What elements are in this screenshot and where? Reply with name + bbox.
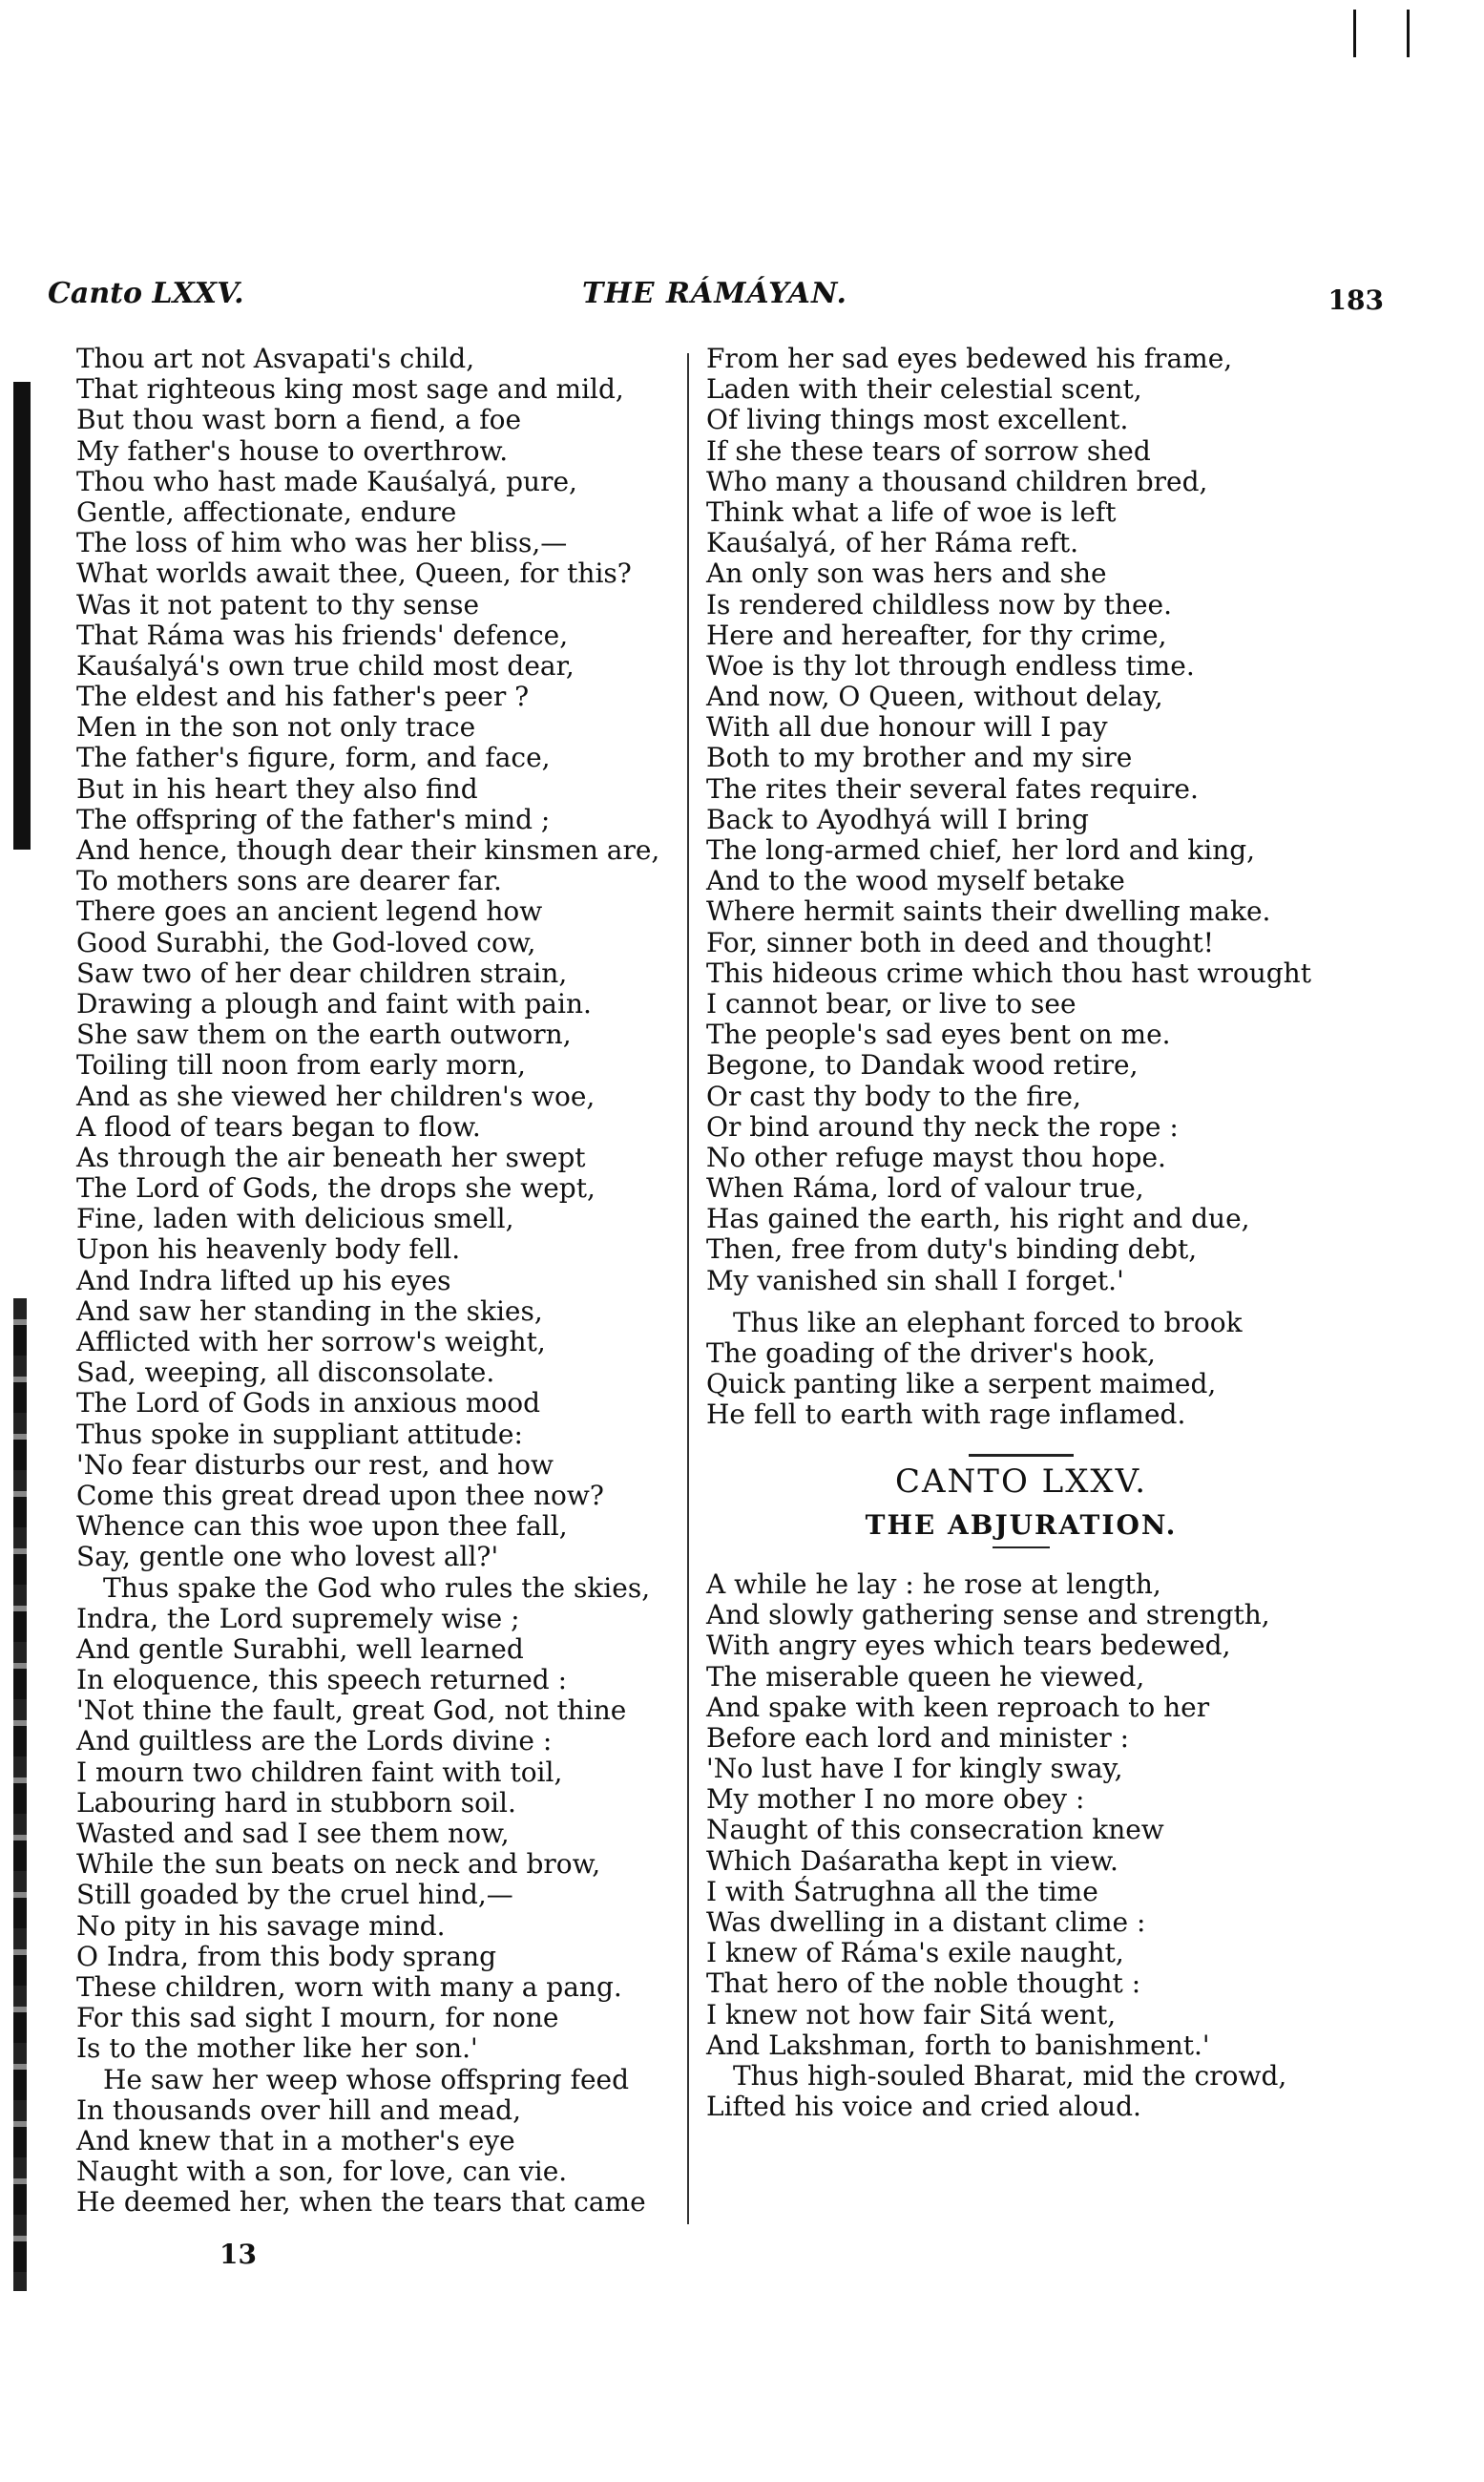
verse-line: I mourn two children faint with toil,: [76, 1756, 563, 1788]
verse-line: Men in the son not only trace: [76, 711, 476, 744]
verse-line: And Indra lifted up his eyes: [76, 1264, 451, 1296]
verse-line: Drawing a plough and faint with pain.: [76, 987, 592, 1020]
verse-line: I with Śatrughna all the time: [706, 1875, 1098, 1907]
verse-line: Before each lord and minister :: [706, 1721, 1130, 1754]
verse-line: The goading of the driver's hook,: [706, 1337, 1156, 1369]
verse-line: Was it not patent to thy sense: [76, 588, 480, 620]
verse-line: Woe is thy lot through endless time.: [706, 649, 1195, 682]
verse-line: He fell to earth with rage inflamed.: [706, 1399, 1186, 1431]
verse-line: Say, gentle one who lovest all?': [76, 1541, 499, 1573]
verse-line: Thus spake the God who rules the skies,: [103, 1571, 651, 1604]
verse-line: Has gained the earth, his right and due,: [706, 1203, 1250, 1235]
verse-line: Naught of this consecration knew: [706, 1814, 1164, 1846]
verse-line: Back to Ayodhyá will I bring: [706, 803, 1089, 835]
verse-line: O Indra, from this body sprang: [76, 1940, 497, 1972]
verse-line: Quick panting like a serpent maimed,: [706, 1368, 1217, 1400]
verse-line: Of living things most excellent.: [706, 404, 1129, 436]
verse-line: Sad, weeping, all disconsolate.: [76, 1357, 495, 1389]
verse-line: Gentle, affectionate, endure: [76, 495, 457, 528]
verse-line: Wasted and sad I see them now,: [76, 1818, 510, 1849]
verse-line: When Ráma, lord of valour true,: [706, 1172, 1144, 1205]
verse-line: Fine, laden with delicious smell,: [76, 1203, 514, 1235]
verse-line: But in his heart they also find: [76, 772, 478, 805]
verse-line: The loss of him who was her bliss,—: [76, 527, 568, 559]
verse-line: And to the wood myself betake: [706, 865, 1125, 897]
verse-line: Who many a thousand children bred,: [706, 465, 1208, 497]
verse-line: For, sinner both in deed and thought!: [706, 926, 1215, 958]
verse-line: As through the air beneath her swept: [76, 1141, 586, 1173]
verse-line: From her sad eyes bedewed his frame,: [706, 343, 1233, 374]
page-number: 183: [1327, 284, 1384, 316]
verse-line: In eloquence, this speech returned :: [76, 1664, 568, 1696]
verse-line: Laden with their celestial scent,: [706, 373, 1142, 406]
canto-heading: CANTO LXXV.: [894, 1462, 1148, 1501]
section-rule: [993, 1546, 1050, 1548]
verse-line: The father's figure, form, and face,: [76, 742, 551, 774]
binding-edge: [13, 382, 31, 850]
verse-line: Both to my brother and my sire: [706, 742, 1133, 774]
verse-line: A while he lay : he rose at length,: [706, 1567, 1161, 1600]
verse-line: To mothers sons are dearer far.: [76, 865, 502, 897]
verse-line: The Lord of Gods, the drops she wept,: [76, 1172, 596, 1205]
verse-line: Indra, the Lord supremely wise ;: [76, 1602, 520, 1634]
verse-line: My father's house to overthrow.: [76, 434, 509, 467]
binding-edge: [13, 1298, 27, 2291]
verse-line: Begone, to Dandak wood retire,: [706, 1049, 1139, 1082]
verse-line: Thou who hast made Kauśalyá, pure,: [76, 465, 577, 497]
verse-line: 'No lust have I for kingly sway,: [706, 1753, 1123, 1785]
verse-line: And now, O Queen, without delay,: [706, 681, 1163, 713]
verse-line: And gentle Surabhi, well learned: [76, 1632, 524, 1665]
verse-line: And knew that in a mother's eye: [76, 2124, 515, 2156]
verse-line: I knew not how fair Sitá went,: [706, 1998, 1117, 2030]
running-header: [48, 277, 1384, 315]
verse-line: Upon his heavenly body fell.: [76, 1233, 461, 1266]
verse-line: The rites their several fates require.: [706, 772, 1199, 805]
verse-line: He deemed her, when the tears that came: [76, 2186, 646, 2219]
left-column: [76, 344, 668, 2218]
verse-line: And spake with keen reproach to her: [706, 1691, 1210, 1723]
verse-line: With all due honour will I pay: [706, 711, 1108, 744]
verse-line: But thou wast born a fiend, a foe: [76, 404, 522, 436]
verse-line: The Lord of Gods in anxious mood: [76, 1387, 541, 1420]
verse-line: Where hermit saints their dwelling make.: [706, 895, 1271, 928]
verse-line: The offspring of the father's mind ;: [76, 803, 551, 835]
verse-line: This hideous crime which thou hast wrought: [706, 957, 1311, 989]
verse-line: Good Surabhi, the God-loved cow,: [76, 926, 536, 958]
verse-line: Kauśalyá's own true child most dear,: [76, 649, 575, 682]
verse-line: Or cast thy body to the fire,: [706, 1080, 1081, 1112]
verse-line: For this sad sight I mourn, for none: [76, 2002, 559, 2034]
verse-line: And guiltless are the Lords divine :: [76, 1725, 553, 1757]
scan-mark: [1407, 10, 1410, 57]
verse-line: In thousands over hill and mead,: [76, 2093, 521, 2126]
verse-line: And saw her standing in the skies,: [76, 1294, 543, 1327]
verse-line: With angry eyes which tears bedewed,: [706, 1630, 1231, 1662]
verse-line: Labouring hard in stubborn soil.: [76, 1786, 516, 1819]
verse-line: The long-armed chief, her lord and king,: [706, 834, 1256, 866]
verse-line: Kauśalyá, of her Ráma reft.: [706, 527, 1079, 559]
verse-line: And as she viewed her children's woe,: [76, 1080, 596, 1112]
verse-line: Saw two of her dear children strain,: [76, 957, 568, 989]
verse-block: [706, 1569, 1336, 2061]
verse-line: Which Daśaratha kept in view.: [706, 1844, 1118, 1877]
verse-line: Is to the mother like her son.': [76, 2032, 478, 2065]
verse-line: That righteous king most sage and mild,: [76, 373, 624, 406]
verse-line: Thus spoke in suppliant attitude:: [76, 1418, 523, 1450]
verse-line: There goes an ancient legend how: [76, 895, 543, 928]
verse-line: Still goaded by the cruel hind,—: [76, 1879, 513, 1911]
verse-line: While the sun beats on neck and brow,: [76, 1848, 601, 1881]
verse-line: That Ráma was his friends' defence,: [76, 619, 569, 651]
scan-mark: [1353, 10, 1356, 57]
right-column: [706, 344, 1336, 2122]
verse-line: The people's sad eyes bent on me.: [706, 1019, 1171, 1051]
verse-line: I cannot bear, or live to see: [706, 987, 1076, 1020]
verse-line: Afflicted with her sorrow's weight,: [76, 1326, 546, 1357]
verse-line: If she these tears of sorrow shed: [706, 434, 1151, 467]
verse-line: Here and hereafter, for thy crime,: [706, 619, 1167, 651]
verse-line: Toiling till noon from early morn,: [76, 1049, 526, 1082]
verse-line: Or bind around thy neck the rope :: [706, 1110, 1179, 1143]
canto-subtitle: THE ABJURATION.: [865, 1508, 1178, 1541]
header-canto-label: Canto LXXV.: [48, 277, 244, 310]
verse-line: The eldest and his father's peer ?: [76, 681, 530, 713]
verse-line: Come this great dread upon thee now?: [76, 1479, 604, 1511]
verse-line: The miserable queen he viewed,: [706, 1660, 1145, 1693]
verse-line: She saw them on the earth outworn,: [76, 1019, 572, 1051]
verse-line: Then, free from duty's binding debt,: [706, 1233, 1198, 1266]
verse-block: [706, 2061, 1336, 2122]
signature-mark: 13: [219, 2239, 257, 2270]
verse-line: Whence can this woe upon thee fall,: [76, 1510, 568, 1543]
verse-line: 'Not thine the fault, great God, not thine: [76, 1694, 627, 1727]
verse-line: Thus high-souled Bharat, mid the crowd,: [733, 2059, 1287, 2092]
verse-line: Thou art not Asvapati's child,: [76, 343, 475, 374]
verse-line: These children, worn with many a pang.: [76, 1970, 622, 2003]
verse-line: And slowly gathering sense and strength,: [706, 1599, 1270, 1631]
verse-line: No pity in his savage mind.: [76, 1909, 446, 1942]
column-divider: [687, 353, 689, 2224]
verse-line: I knew of Ráma's exile naught,: [706, 1937, 1124, 1969]
verse-line: 'No fear disturbs our rest, and how: [76, 1448, 554, 1481]
verse-line: Think what a life of woe is left: [706, 495, 1117, 528]
verse-line: Naught with a son, for love, can vie.: [76, 2156, 568, 2188]
header-book-title: THE RÁMÁYAN.: [582, 277, 847, 310]
verse-line: Is rendered childless now by thee.: [706, 588, 1173, 620]
verse-block: [706, 1308, 1336, 1431]
verse-line: A flood of tears began to flow.: [76, 1110, 481, 1143]
verse-line: And Lakshman, forth to banishment.': [706, 2029, 1210, 2061]
verse-line: No other refuge mayst thou hope.: [706, 1141, 1166, 1173]
verse-line: My vanished sin shall I forget.': [706, 1264, 1124, 1296]
verse-line: An only son was hers and she: [706, 557, 1107, 590]
verse-line: Was dwelling in a distant clime :: [706, 1906, 1146, 1939]
verse-line: My mother I no more obey :: [706, 1783, 1085, 1816]
section-rule: [969, 1454, 1074, 1457]
verse-line: That hero of the noble thought :: [706, 1967, 1141, 2000]
verse-line: What worlds await thee, Queen, for this?: [76, 557, 632, 590]
verse-line: He saw her weep whose offspring feed: [103, 2063, 630, 2095]
verse-line: Thus like an elephant forced to brook: [733, 1306, 1243, 1338]
verse-block: [706, 344, 1336, 1296]
verse-line: Lifted his voice and cried aloud.: [706, 2091, 1141, 2123]
verse-line: And hence, though dear their kinsmen are,: [76, 834, 660, 866]
